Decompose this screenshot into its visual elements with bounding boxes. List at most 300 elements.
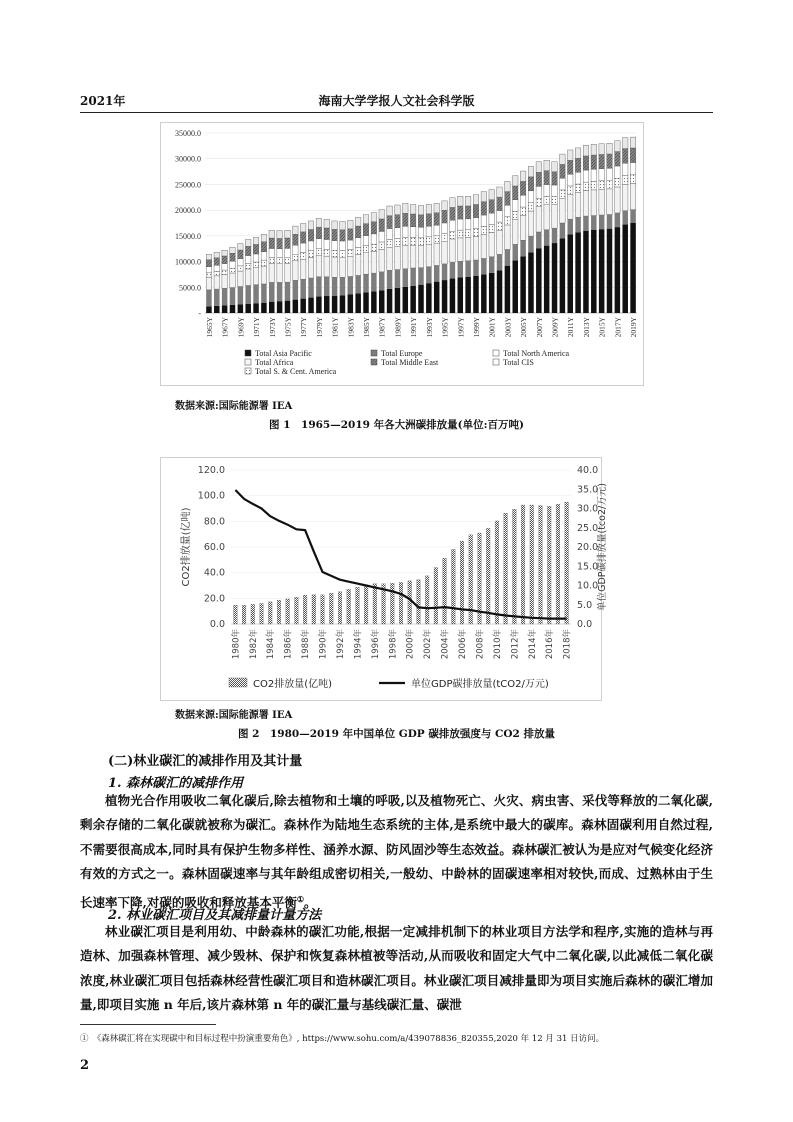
- fig1-bar-segment: [253, 254, 258, 262]
- fig1-bar-segment: [442, 210, 447, 223]
- fig1-bar-segment: [355, 255, 360, 276]
- fig1-bar-segment: [442, 241, 447, 264]
- fig2-ytick-left: 20.0: [203, 593, 225, 605]
- fig1-bar-segment: [300, 243, 305, 252]
- fig1-bar-segment: [387, 206, 392, 216]
- fig1-bar-segment: [253, 244, 258, 253]
- fig1-bar-segment: [214, 276, 219, 289]
- fig1-bar-segment: [513, 176, 518, 186]
- fig1-bar-segment: [489, 224, 494, 232]
- fig1-bar-segment: [426, 244, 431, 266]
- fig1-bar-segment: [615, 152, 620, 166]
- fig1-bar-segment: [293, 226, 298, 234]
- fig1-bar-segment: [206, 260, 211, 267]
- fig1-bar-segment: [426, 214, 431, 226]
- fig1-bar-segment: [465, 219, 470, 230]
- fig1-bar-segment: [497, 197, 502, 210]
- fig1-bar-segment: [497, 211, 502, 222]
- fig1-bar-segment: [552, 196, 557, 204]
- fig1-bar-europe: [615, 213, 620, 227]
- fig1-bar-segment: [489, 200, 494, 213]
- fig1-bar-segment: [481, 234, 486, 258]
- fig1-bar-segment: [395, 246, 400, 269]
- fig1-bar-segment: [528, 211, 533, 236]
- fig1-legend-swatch: [493, 350, 499, 356]
- fig1-legend-label: Total North America: [503, 349, 570, 358]
- fig1-bar-segment: [245, 256, 250, 264]
- fig1-bar-segment: [434, 203, 439, 212]
- fig2-bar: [251, 604, 255, 624]
- fig1-bar-asia-pacific: [245, 304, 250, 313]
- fig1-bar-segment: [410, 238, 415, 246]
- fig2-ytick-right: 25.0: [577, 522, 599, 534]
- fig1-bar-segment: [214, 252, 219, 258]
- fig1-bar-segment: [607, 154, 612, 168]
- paragraph-1-end: 。: [304, 894, 317, 910]
- paragraph-1: [80, 789, 713, 915]
- fig1-bar-asia-pacific: [261, 303, 266, 313]
- fig2-ylabel-left: CO2排放量(亿吨): [181, 507, 192, 587]
- fig1-bar-segment: [615, 187, 620, 213]
- fig1-bar-segment: [206, 273, 211, 277]
- fig1-bar-segment: [536, 207, 541, 232]
- figure1-svg: [161, 123, 643, 385]
- fig2-legend-label-bar: CO2排放量(亿吨): [253, 679, 333, 690]
- fig1-bar-europe: [513, 244, 518, 260]
- fig1-bar-segment: [583, 182, 588, 190]
- fig1-bar-europe: [363, 274, 368, 292]
- fig1-bar-segment: [489, 190, 494, 200]
- fig1-ytick-label: 20000.0: [175, 206, 201, 216]
- fig1-bar-segment: [379, 249, 384, 271]
- fig1-bar-segment: [285, 257, 290, 263]
- fig1-bar-segment: [316, 256, 321, 277]
- header-journal: 海南大学学报人文社会科学版: [318, 94, 475, 108]
- fig1-bar-asia-pacific: [497, 270, 502, 313]
- fig1-bar-segment: [505, 181, 510, 191]
- fig2-legend-label-line: 单位GDP碳排放量(tCO2/万元): [411, 679, 549, 690]
- fig1-bar-asia-pacific: [206, 306, 211, 313]
- footnote-text: ① 《森林碳汇将在实现碳中和目标过程中扮演重要角色》, https://www.sohu.com/a/439078836_820355,2020 年 12 月 31 日访问。: [80, 1034, 605, 1044]
- fig1-bar-segment: [410, 214, 415, 227]
- fig1-bar-europe: [520, 240, 525, 256]
- fig1-bar-europe: [277, 282, 282, 301]
- fig2-bar: [425, 576, 429, 624]
- fig1-bar-europe: [497, 254, 502, 270]
- fig1-bar-segment: [630, 148, 635, 163]
- fig1-bar-segment: [253, 262, 258, 268]
- fig1-bar-segment: [560, 164, 565, 178]
- fig2-bar: [260, 603, 264, 624]
- fig1-bar-segment: [230, 273, 235, 288]
- figure1-source: 数据来源:国际能源署 IEA: [175, 401, 293, 412]
- fig2-bar: [329, 593, 333, 624]
- fig1-bar-asia-pacific: [379, 290, 384, 313]
- fig1-bar-segment: [371, 244, 376, 251]
- fig1-ytick-label: 10000.0: [175, 257, 201, 267]
- section-heading: (二)林业碳汇的减排作用及其计量: [108, 754, 303, 769]
- fig1-bar-europe: [230, 288, 235, 305]
- fig1-bar-segment: [489, 213, 494, 224]
- fig1-bar-segment: [300, 259, 305, 279]
- fig1-bar-segment: [230, 268, 235, 273]
- fig1-bar-segment: [458, 230, 463, 238]
- fig1-bar-segment: [615, 166, 620, 178]
- fig2-bar: [417, 580, 421, 624]
- fig1-legend-swatch: [371, 350, 377, 356]
- fig1-xtick-label: 1973Y: [267, 317, 277, 338]
- fig1-bar-segment: [340, 230, 345, 241]
- fig1-bar-europe: [426, 267, 431, 283]
- fig2-xtick-label: 2018年: [562, 629, 573, 660]
- fig2-bar: [295, 597, 299, 624]
- fig1-legend-label: Total Middle East: [381, 358, 439, 367]
- fig1-bar-segment: [465, 196, 470, 206]
- fig2-ytick-right: 30.0: [577, 503, 599, 515]
- fig1-bar-segment: [261, 242, 266, 252]
- fig1-bar-segment: [348, 229, 353, 240]
- fig1-bar-segment: [261, 260, 266, 266]
- fig1-bar-europe: [238, 287, 243, 305]
- fig2-bar: [347, 589, 351, 624]
- fig2-xtick-label: 1986年: [283, 629, 294, 660]
- fig1-bar-segment: [316, 218, 321, 227]
- fig2-xtick-label: 2002年: [423, 629, 434, 660]
- fig1-bar-segment: [442, 223, 447, 234]
- fig1-bar-segment: [403, 237, 408, 245]
- fig1-bar-segment: [583, 145, 588, 156]
- fig1-bar-asia-pacific: [575, 232, 580, 313]
- fig1-bar-segment: [560, 190, 565, 198]
- fig2-ytick-right: 20.0: [577, 542, 599, 553]
- fig2-xtick-label: 1994年: [353, 629, 364, 660]
- fig1-bar-segment: [293, 245, 298, 254]
- fig1-bar-europe: [293, 280, 298, 299]
- fig1-bar-segment: [245, 239, 250, 246]
- fig1-bar-segment: [528, 177, 533, 191]
- fig2-bar: [486, 528, 490, 624]
- fig2-ytick-left: 0.0: [209, 619, 225, 630]
- fig1-bar-segment: [615, 178, 620, 187]
- fig2-bar: [547, 506, 551, 624]
- fig1-bar-segment: [465, 238, 470, 261]
- fig1-bar-segment: [403, 245, 408, 269]
- fig1-bar-segment: [520, 171, 525, 181]
- fig1-xtick-label: 2011Y: [566, 317, 576, 338]
- fig1-bar-europe: [567, 219, 572, 234]
- fig1-bar-segment: [293, 261, 298, 281]
- fig1-bar-asia-pacific: [536, 248, 541, 313]
- fig1-legend-label: Total S. & Cent. America: [255, 367, 337, 376]
- fig1-bar-segment: [607, 143, 612, 154]
- fig1-legend-label: Total Europe: [381, 349, 423, 358]
- fig1-xtick-label: 1993Y: [424, 317, 434, 338]
- fig1-bar-europe: [206, 290, 211, 306]
- fig1-bar-segment: [434, 243, 439, 265]
- fig2-bar: [504, 513, 508, 624]
- fig1-bar-asia-pacific: [285, 301, 290, 313]
- page-number: 2: [80, 1058, 90, 1073]
- fig1-bar-segment: [308, 221, 313, 230]
- fig1-bar-segment: [599, 181, 604, 190]
- fig1-bar-segment: [371, 251, 376, 273]
- fig1-bar-segment: [583, 191, 588, 216]
- fig1-bar-segment: [308, 230, 313, 241]
- fig1-ytick-label: 30000.0: [175, 154, 201, 164]
- fig1-bar-segment: [238, 266, 243, 271]
- fig1-bar-segment: [293, 254, 298, 261]
- fig1-bar-segment: [630, 184, 635, 210]
- fig1-bar-segment: [222, 256, 227, 264]
- fig1-bar-segment: [332, 229, 337, 240]
- fig1-bar-segment: [513, 186, 518, 200]
- fig1-bar-europe: [214, 289, 219, 306]
- fig1-bar-asia-pacific: [214, 306, 219, 313]
- subsection-1-heading: 1. 森林碳汇的减排作用: [108, 776, 244, 791]
- fig1-bar-segment: [261, 234, 266, 241]
- fig1-bar-segment: [340, 257, 345, 277]
- fig1-bar-segment: [599, 189, 604, 215]
- fig1-bar-segment: [513, 211, 518, 219]
- paragraph-1-text: 植物光合作用吸收二氧化碳后,除去植物和土壤的呼吸,以及植物死亡、火灾、病虫害、采伐等释放的二氧化碳,剩余存储的二氧化碳就被称为碳汇。森林作为陆地生态系统的主体,是系统中最大的碳库。森林固碳利用自然过程,不需要很高成本,同时具有保护生物多样性、涵养水源、防风固沙等生态效益。森林碳汇被认为是应对气候变化经济有效的方式之一。森林固碳速率与其年龄组成密切相关,一般幼、中龄林的固碳速率相对较快,而成、过熟林由于生长速率下降,对碳的吸收和释放基本平衡: [80, 793, 713, 910]
- fig2-bar: [408, 581, 412, 624]
- fig1-bar-segment: [340, 241, 345, 250]
- fig1-bar-europe: [552, 228, 557, 243]
- fig1-bar-segment: [395, 228, 400, 239]
- fig1-bar-asia-pacific: [458, 278, 463, 313]
- fig1-bar-segment: [355, 238, 360, 248]
- fig1-bar-asia-pacific: [528, 252, 533, 313]
- fig1-bar-asia-pacific: [308, 298, 313, 313]
- fig2-xtick-label: 1998年: [388, 629, 399, 660]
- fig1-xtick-label: 1975Y: [283, 317, 293, 338]
- fig1-bar-segment: [340, 221, 345, 229]
- fig1-legend-swatch: [245, 368, 251, 374]
- fig1-bar-segment: [324, 239, 329, 249]
- fig1-bar-segment: [622, 163, 627, 175]
- fig2-legend-swatch-bar: [229, 678, 247, 687]
- fig1-bar-segment: [230, 253, 235, 261]
- fig1-bar-asia-pacific: [481, 274, 486, 313]
- fig1-bar-segment: [607, 189, 612, 215]
- fig1-xtick-label: 1995Y: [440, 317, 450, 338]
- fig1-bar-asia-pacific: [434, 282, 439, 313]
- fig2-bar: [521, 505, 525, 624]
- fig1-bar-segment: [520, 195, 525, 207]
- fig1-bar-segment: [316, 239, 321, 249]
- fig1-bar-segment: [505, 192, 510, 206]
- fig2-xtick-label: 2016年: [545, 629, 556, 660]
- fig1-bar-segment: [575, 148, 580, 158]
- fig1-bar-segment: [269, 264, 274, 283]
- fig2-ytick-left: 100.0: [197, 490, 225, 502]
- fig1-bar-segment: [465, 230, 470, 238]
- fig1-bar-europe: [473, 260, 478, 276]
- fig1-bar-segment: [599, 154, 604, 168]
- fig1-bar-segment: [622, 138, 627, 149]
- fig1-xtick-label: 1967Y: [220, 317, 230, 338]
- fig1-bar-europe: [253, 285, 258, 304]
- fig2-ytick-right: 10.0: [577, 580, 599, 592]
- fig1-bar-segment: [575, 184, 580, 192]
- fig1-bar-europe: [261, 284, 266, 303]
- fig2-bar: [495, 521, 499, 624]
- fig1-bar-europe: [387, 270, 392, 289]
- fig1-bar-segment: [285, 263, 290, 282]
- fig1-bar-europe: [316, 277, 321, 297]
- fig2-bar: [565, 502, 569, 624]
- fig1-bar-asia-pacific: [615, 227, 620, 313]
- fig1-bar-asia-pacific: [599, 229, 604, 313]
- fig2-ytick-right: 0.0: [577, 619, 593, 630]
- fig1-legend-label: Total CIS: [503, 358, 534, 367]
- fig1-bar-asia-pacific: [293, 300, 298, 313]
- fig1-bar-segment: [332, 221, 337, 229]
- fig2-xtick-label: 2006年: [458, 629, 469, 660]
- fig1-bar-asia-pacific: [607, 229, 612, 313]
- fig1-bar-segment: [481, 202, 486, 215]
- fig2-ytick-right: 40.0: [577, 465, 599, 476]
- fig1-bar-segment: [324, 249, 329, 256]
- fig1-bar-segment: [473, 195, 478, 205]
- fig1-bar-segment: [434, 213, 439, 225]
- fig1-bar-segment: [293, 234, 298, 245]
- fig1-bar-europe: [450, 262, 455, 278]
- fig1-bar-segment: [403, 226, 408, 237]
- fig1-bar-segment: [450, 220, 455, 231]
- fig2-bar: [286, 599, 290, 624]
- fig1-bar-asia-pacific: [583, 231, 588, 313]
- fig1-bar-segment: [520, 215, 525, 240]
- fig1-bar-segment: [567, 174, 572, 186]
- fig2-ytick-left: 60.0: [203, 542, 225, 553]
- fig1-bar-segment: [528, 203, 533, 211]
- fig1-bar-europe: [269, 282, 274, 301]
- fig2-bar: [513, 509, 517, 624]
- fig1-bar-segment: [599, 169, 604, 181]
- fig2-bar: [242, 605, 246, 624]
- fig1-xtick-label: 1969Y: [236, 317, 246, 338]
- fig1-bar-segment: [387, 229, 392, 240]
- fig1-bar-segment: [505, 225, 510, 250]
- fig1-bar-segment: [458, 196, 463, 206]
- fig1-bar-europe: [340, 277, 345, 295]
- fig1-bar-europe: [418, 268, 423, 285]
- fig1-bar-europe: [560, 223, 565, 238]
- fig1-bar-segment: [473, 237, 478, 261]
- fig1-bar-segment: [387, 216, 392, 229]
- fig1-bar-segment: [583, 170, 588, 182]
- fig1-bar-segment: [363, 253, 368, 274]
- fig1-bar-segment: [238, 250, 243, 259]
- paragraph-2-text: 林业碳汇项目是利用幼、中龄森林的碳汇功能,根据一定减排机制下的林业项目方法学和程序,实施的造林与再造林、加强森林管理、减少毁林、保护和恢复森林植被等活动,从而吸收和固定大气中二氧化碳,以此减低二氧化碳浓度,林业碳汇项目包括森林经营性碳汇项目和造林碳汇项目。林业碳汇项目减排量即为项目实施后森林的碳汇增加量,即项目实施 n 年后,该片森林第 n 年的碳汇量与基线碳汇量、碳泄: [80, 924, 713, 1013]
- fig1-bar-segment: [348, 256, 353, 276]
- fig2-xtick-label: 1988年: [301, 629, 312, 660]
- fig1-bar-segment: [363, 215, 368, 224]
- fig1-bar-segment: [450, 207, 455, 220]
- fig1-bar-segment: [245, 246, 250, 255]
- fig1-bar-segment: [473, 205, 478, 218]
- fig1-bar-segment: [567, 150, 572, 160]
- fig1-bar-segment: [285, 248, 290, 257]
- fig1-bar-segment: [458, 219, 463, 230]
- fig1-bar-segment: [230, 261, 235, 268]
- fig1-bar-segment: [560, 198, 565, 223]
- fig2-bar: [338, 592, 342, 624]
- fig2-xtick-label: 2008年: [475, 629, 486, 660]
- fig2-bar: [530, 505, 534, 624]
- fig1-bar-segment: [245, 263, 250, 269]
- fig1-bar-asia-pacific: [395, 288, 400, 313]
- fig1-bar-segment: [277, 264, 282, 283]
- fig2-bar: [451, 549, 455, 624]
- fig2-bar: [373, 584, 377, 624]
- fig1-bar-segment: [355, 248, 360, 255]
- fig1-bar-asia-pacific: [332, 296, 337, 313]
- fig1-bar-asia-pacific: [465, 277, 470, 313]
- fig1-bar-segment: [552, 162, 557, 172]
- fig1-bar-asia-pacific: [324, 296, 329, 313]
- fig1-ytick-label: 35000.0: [175, 129, 201, 138]
- fig1-bar-segment: [277, 231, 282, 239]
- fig2-ytick-right: 35.0: [577, 484, 599, 496]
- fig1-bar-segment: [245, 269, 250, 286]
- fig1-bar-segment: [371, 222, 376, 234]
- fig1-bar-segment: [324, 228, 329, 239]
- fig2-bar: [556, 504, 560, 624]
- fig2-xtick-label: 1984年: [266, 629, 277, 660]
- fig1-xtick-label: 2007Y: [534, 317, 544, 338]
- fig1-bar-segment: [497, 230, 502, 254]
- fig1-bar-europe: [308, 278, 313, 298]
- fig2-bar: [399, 582, 403, 624]
- fig1-bar-segment: [552, 185, 557, 196]
- fig2-bar: [312, 595, 316, 624]
- fig2-bar: [390, 583, 394, 624]
- subsection-2-heading: 2. 林业碳汇项目及其减排量计量方法: [108, 908, 322, 923]
- fig1-bar-europe: [458, 261, 463, 277]
- fig1-bar-segment: [458, 238, 463, 261]
- fig1-bar-segment: [575, 158, 580, 172]
- fig1-bar-segment: [536, 172, 541, 186]
- fig1-bar-asia-pacific: [505, 266, 510, 313]
- fig1-bar-asia-pacific: [230, 305, 235, 313]
- fig1-ytick-label: 5000.0: [179, 283, 201, 293]
- fig1-bar-segment: [505, 205, 510, 217]
- fig1-bar-asia-pacific: [513, 261, 518, 313]
- fig1-xtick-label: 2015Y: [597, 317, 607, 338]
- footnote-ref[interactable]: ①: [296, 893, 305, 904]
- figure2-caption: 图 2 1980—2019 年中国单位 GDP 碳排放强度与 CO2 排放量: [238, 728, 555, 740]
- fig1-bar-segment: [403, 203, 408, 213]
- fig2-bar: [234, 605, 238, 624]
- fig1-bar-segment: [332, 241, 337, 251]
- fig1-bar-europe: [465, 261, 470, 277]
- fig1-bar-segment: [544, 205, 549, 230]
- fig1-legend-swatch: [245, 359, 251, 365]
- running-header: [80, 90, 713, 113]
- fig1-bar-segment: [371, 234, 376, 244]
- fig2-ytick-right: 15.0: [577, 561, 599, 573]
- fig1-bar-asia-pacific: [300, 299, 305, 313]
- fig1-bar-segment: [536, 162, 541, 173]
- fig1-bar-segment: [442, 234, 447, 242]
- fig1-bar-europe: [222, 288, 227, 305]
- fig2-bar: [277, 600, 281, 624]
- figure1-chart: [160, 122, 644, 386]
- fig1-bar-segment: [575, 172, 580, 184]
- figure2-source: 数据来源:国际能源署 IEA: [175, 710, 293, 721]
